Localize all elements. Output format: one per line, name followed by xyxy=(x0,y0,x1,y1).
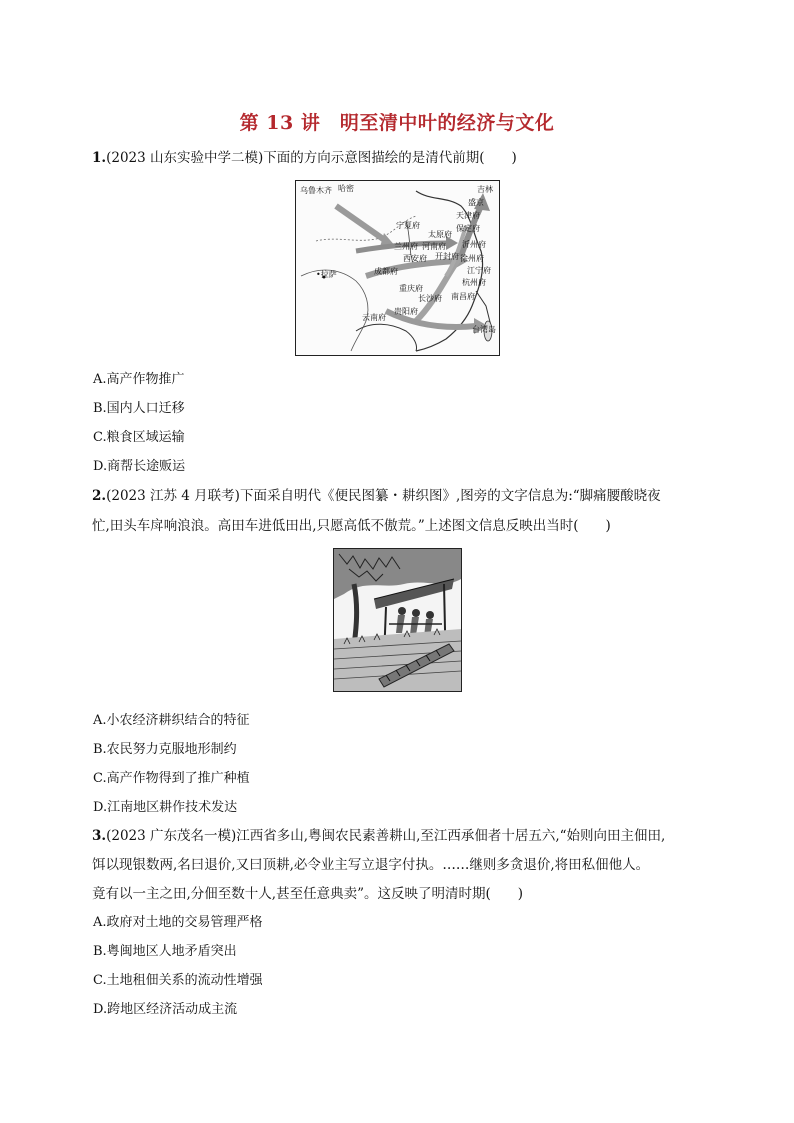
question-text-line-1: (2023 江苏 4 月联考)下面采自明代《便民图纂・耕织图》,图旁的文字信息为:“脚痛腰酸晓夜 xyxy=(106,488,661,504)
question-2-stem xyxy=(92,485,702,537)
label-taiyuan: 太原府 xyxy=(428,230,452,239)
q2-option-b: B.农民努力克服地形制约 xyxy=(93,742,237,757)
q3-option-b: B.粤闽地区人地矛盾突出 xyxy=(93,944,237,959)
q1-option-c: C.粮食区域运输 xyxy=(93,430,185,445)
question-text-line-1: (2023 广东茂名一模)江西省多山,粤闽农民素善耕山,至江西承佃者十居五六,“始则向田主佃田, xyxy=(106,828,666,844)
question-1-stem xyxy=(92,147,517,169)
q2-option-c: C.高产作物得到了推广种植 xyxy=(93,771,250,786)
question-3-stem xyxy=(92,825,722,905)
label-hangzhou: 杭州府 xyxy=(462,278,486,287)
label-henan: 河南府 xyxy=(422,242,446,251)
q3-option-a: A.政府对土地的交易管理严格 xyxy=(93,915,263,930)
label-guiyang: 贵阳府 xyxy=(394,307,418,316)
label-chengdu: 成都府 xyxy=(374,267,398,276)
q1-option-a: A.高产作物推广 xyxy=(93,372,185,387)
label-jilin: 吉林 xyxy=(477,185,493,194)
question-number: 2. xyxy=(92,488,107,504)
q2-option-d: D.江南地区耕作技术发达 xyxy=(93,800,238,815)
question-number: 3. xyxy=(92,828,107,844)
q3-option-d: D.跨地区经济活动成主流 xyxy=(93,1002,238,1017)
label-wulumuqi: 乌鲁木齐 xyxy=(300,186,332,195)
label-nanchang: 南昌府 xyxy=(451,292,475,301)
q1-option-b: B.国内人口迁移 xyxy=(93,401,185,416)
label-yunnan: 云南府 xyxy=(362,313,386,322)
question-number: 1. xyxy=(92,150,107,166)
label-chongqing: 重庆府 xyxy=(399,284,423,293)
q1-option-d: D.商帮长途贩运 xyxy=(93,459,186,474)
map-svg xyxy=(296,181,499,355)
q2-option-a: A.小农经济耕织结合的特征 xyxy=(93,713,250,728)
label-tianjin: 天津府 xyxy=(456,211,480,220)
question-text-line-2: 忙,田头车戽响浪浪。高田车进低田出,只愿高低不傲荒。”上述图文信息反映出当时( ) xyxy=(92,518,611,534)
label-lanzhou: 兰州府 xyxy=(394,242,418,251)
label-kaifeng: 开封府 xyxy=(435,252,459,261)
label-baoding: 保定府 xyxy=(456,224,480,233)
woodcut-svg xyxy=(334,549,461,691)
question-text: (2023 山东实验中学二模)下面的方向示意图描绘的是清代前期( ) xyxy=(106,150,517,166)
label-hami: 哈密 xyxy=(338,184,354,193)
label-xian: 西安府 xyxy=(403,254,427,263)
gengzhi-woodcut-illustration xyxy=(333,548,462,692)
q3-option-c: C.土地租佃关系的流动性增强 xyxy=(93,973,263,988)
label-ningxia: 宁夏府 xyxy=(396,221,420,230)
question-text-line-3: 竟有以一主之田,分佃至数十人,甚至任意典卖”。这反映了明清时期( ) xyxy=(92,886,524,902)
lesson-title: 第 13 讲 明至清中叶的经济与文化 xyxy=(239,112,555,134)
label-taiwan: 台湾岛 xyxy=(472,325,496,334)
label-shengjing: 盛京 xyxy=(468,198,484,207)
qing-direction-map xyxy=(295,180,500,356)
label-yizhou: 沂州府 xyxy=(462,240,486,249)
label-lasa: •拉萨 xyxy=(316,270,337,279)
label-changsha: 长沙府 xyxy=(418,294,442,303)
question-text-line-2: 饵以现银数两,名曰退价,又曰顶耕,必令业主写立退字付执。……继则多贪退价,将田私佃他人。 xyxy=(92,857,650,873)
label-jiangning: 江宁府 xyxy=(467,266,491,275)
label-xuzhou: 徐州府 xyxy=(460,254,484,263)
